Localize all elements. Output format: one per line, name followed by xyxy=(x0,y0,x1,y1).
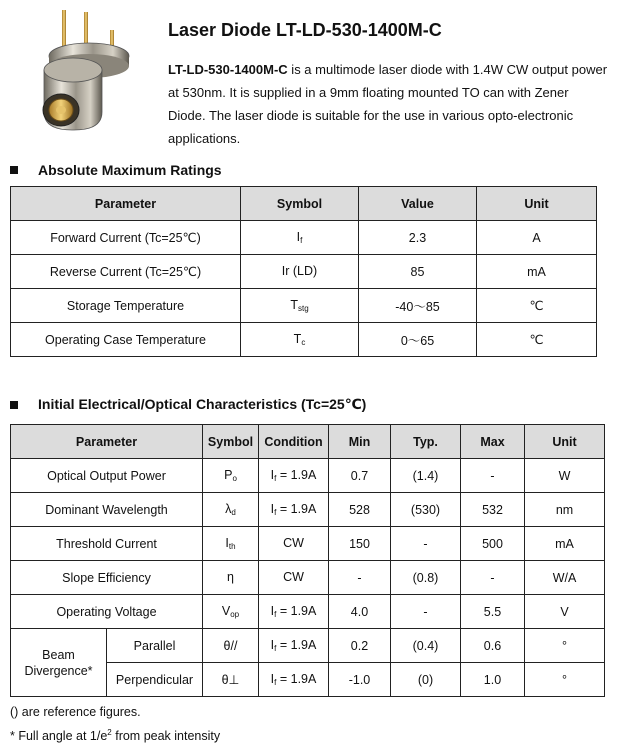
table-row xyxy=(11,289,597,323)
symbol-cell: $P_o$ xyxy=(203,459,259,493)
value-cell: 2.3 xyxy=(359,221,477,255)
intro-model-name: LT-LD-530-1400M-C xyxy=(168,62,288,77)
min-cell: 0.2 xyxy=(329,629,391,663)
param-cell: Reverse Current (Tc=25℃) xyxy=(11,255,241,289)
intro-paragraph xyxy=(168,58,608,150)
symbol-cell: $V_{op}$ xyxy=(203,595,259,629)
max-cell: 500 xyxy=(461,527,525,561)
symbol-cell: Ir (LD) xyxy=(241,255,359,289)
value-cell: 85 xyxy=(359,255,477,289)
symbol-cell: $T_{stg}$ xyxy=(241,289,359,323)
table-row xyxy=(11,629,605,663)
col-header: Max xyxy=(461,425,525,459)
table-row xyxy=(11,255,597,289)
param-cell: Forward Current (Tc=25℃) xyxy=(11,221,241,255)
unit-cell: mA xyxy=(477,255,597,289)
min-cell: 528 xyxy=(329,493,391,527)
value-cell: -40～85 xyxy=(359,289,477,323)
intro-description: is a multimode laser diode with 1.4W CW output power at 530nm. It is supplied in a 9mm floating mounted TO can with Zener Diode. The laser diode is suitable for the use in various opto-electronic applications. xyxy=(168,62,608,146)
value-cell: 0～65 xyxy=(359,323,477,357)
typ-cell: (530) xyxy=(391,493,461,527)
sub-param-cell: Perpendicular xyxy=(107,663,203,697)
condition-cell: CW xyxy=(259,561,329,595)
unit-cell: W xyxy=(525,459,605,493)
unit-cell: V xyxy=(525,595,605,629)
max-cell: 0.6 xyxy=(461,629,525,663)
table-row xyxy=(11,595,605,629)
table-row xyxy=(11,323,597,357)
condition-cell: $I_f = 1.9A$ xyxy=(259,595,329,629)
col-header: Unit xyxy=(477,187,597,221)
condition-cell: CW xyxy=(259,527,329,561)
param-cell: Storage Temperature xyxy=(11,289,241,323)
typ-cell: - xyxy=(391,595,461,629)
param-cell: Threshold Current xyxy=(11,527,203,561)
typ-cell: (0.4) xyxy=(391,629,461,663)
param-cell: Optical Output Power xyxy=(11,459,203,493)
col-header: Typ. xyxy=(391,425,461,459)
table-row xyxy=(11,493,605,527)
table-row xyxy=(11,527,605,561)
col-header: Unit xyxy=(525,425,605,459)
symbol-cell: θ// xyxy=(203,629,259,663)
min-cell: -1.0 xyxy=(329,663,391,697)
page-title: Laser Diode LT-LD-530-1400M-C xyxy=(168,20,442,40)
max-cell: 1.0 xyxy=(461,663,525,697)
table-row xyxy=(11,221,597,255)
min-cell: - xyxy=(329,561,391,595)
eo-heading-text: Initial Electrical/Optical Characteristics (Tc=25℃) xyxy=(38,396,367,412)
beam-divergence-cell: Beam Divergence* xyxy=(11,629,107,697)
max-cell: - xyxy=(461,561,525,595)
bullet-icon xyxy=(10,401,18,409)
min-cell: 0.7 xyxy=(329,459,391,493)
condition-cell: $I_f = 1.9A$ xyxy=(259,629,329,663)
table-row xyxy=(11,459,605,493)
col-header: Symbol xyxy=(241,187,359,221)
symbol-cell: $I_f$ xyxy=(241,221,359,255)
unit-cell: ° xyxy=(525,629,605,663)
symbol-cell: $I_{th}$ xyxy=(203,527,259,561)
col-header: Parameter xyxy=(11,187,241,221)
max-cell: 532 xyxy=(461,493,525,527)
symbol-cell: $\lambda_d$ xyxy=(203,493,259,527)
param-cell: Operating Voltage xyxy=(11,595,203,629)
unit-cell: ° xyxy=(525,663,605,697)
symbol-cell: η xyxy=(203,561,259,595)
eo-heading xyxy=(10,396,366,413)
typ-cell: (1.4) xyxy=(391,459,461,493)
col-header: Symbol xyxy=(203,425,259,459)
min-cell: 150 xyxy=(329,527,391,561)
unit-cell: mA xyxy=(525,527,605,561)
abs-max-heading xyxy=(10,162,222,178)
typ-cell: - xyxy=(391,527,461,561)
col-header: Min xyxy=(329,425,391,459)
unit-cell: ℃ xyxy=(477,323,597,357)
reference-note: () are reference figures. xyxy=(10,705,141,719)
abs-max-table xyxy=(10,186,597,357)
abs-max-heading-text: Absolute Maximum Ratings xyxy=(38,162,222,178)
col-header: Parameter xyxy=(11,425,203,459)
symbol-cell: θ⊥ xyxy=(203,663,259,697)
laser-diode-product-image xyxy=(14,8,144,136)
condition-cell: $I_f = 1.9A$ xyxy=(259,663,329,697)
col-header: Value xyxy=(359,187,477,221)
unit-cell: A xyxy=(477,221,597,255)
param-cell: Operating Case Temperature xyxy=(11,323,241,357)
fwhm-note: * Full angle at $1/e^2$ from peak intensity xyxy=(10,728,221,744)
bullet-icon xyxy=(10,166,18,174)
sub-param-cell: Parallel xyxy=(107,629,203,663)
table-row xyxy=(11,561,605,595)
unit-cell: W/A xyxy=(525,561,605,595)
max-cell: - xyxy=(461,459,525,493)
typ-cell: (0.8) xyxy=(391,561,461,595)
condition-cell: $I_f = 1.9A$ xyxy=(259,493,329,527)
param-cell: Slope Efficiency xyxy=(11,561,203,595)
symbol-cell: $T_c$ xyxy=(241,323,359,357)
min-cell: 4.0 xyxy=(329,595,391,629)
eo-table xyxy=(10,424,605,697)
max-cell: 5.5 xyxy=(461,595,525,629)
param-cell: Dominant Wavelength xyxy=(11,493,203,527)
unit-cell: nm xyxy=(525,493,605,527)
typ-cell: (0) xyxy=(391,663,461,697)
col-header: Condition xyxy=(259,425,329,459)
unit-cell: ℃ xyxy=(477,289,597,323)
condition-cell: $I_f = 1.9A$ xyxy=(259,459,329,493)
